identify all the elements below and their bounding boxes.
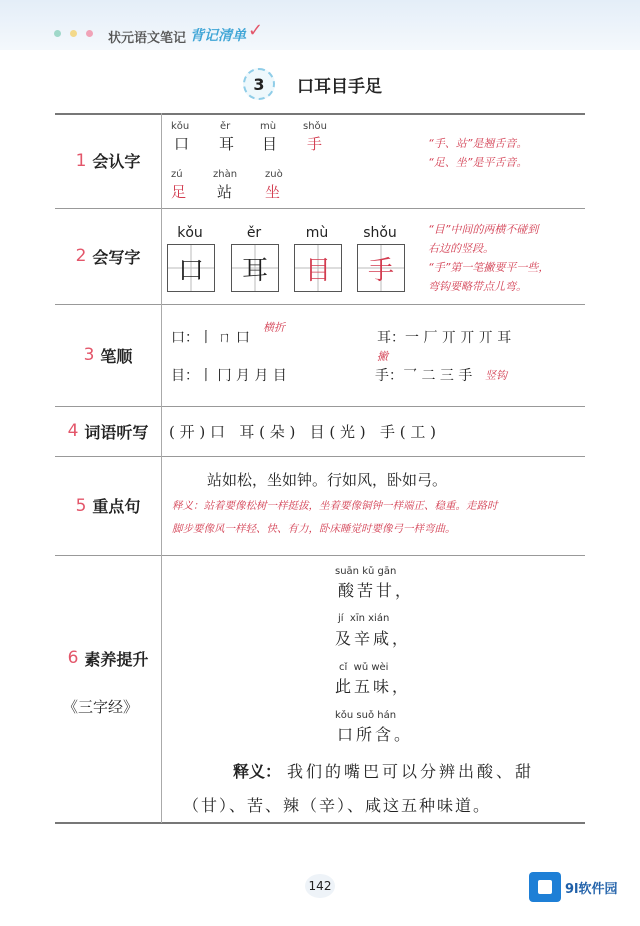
row-number: 3 [83,345,95,365]
explanation-text: （甘）、苦、辣（辛）、咸这五种味道。 [183,796,492,815]
pinyin: kǒu [171,121,190,132]
watermark-logo-icon [529,872,561,902]
row-number: 1 [75,150,87,171]
writing-box: 目 [294,244,342,292]
pinyin: mù [305,225,329,241]
column-divider [161,113,162,823]
row-label-recognize [55,113,161,208]
study-table [55,113,585,823]
pinyin: kǒu [177,225,203,241]
hanzi: 手 [307,135,323,153]
pinyin: shǒu [303,121,328,132]
header-dot [86,30,93,37]
row-number: 5 [75,495,87,516]
hanzi: 目 [262,135,278,153]
hanzi: 口 [174,135,190,153]
annotation: 右边的竖段。 [428,242,494,255]
row-divider [55,555,585,556]
check-icon: ✓ [248,20,264,41]
stroke-order-mu: 目：丨 冂 月 月 目 [171,368,287,384]
row-label-text: 词语听写 [84,422,149,442]
row-label-text: 会写字 [92,247,141,267]
row-label-text: 素养提升 [84,649,149,669]
pinyin: zú [171,169,183,180]
lesson-number: 3 [243,68,275,100]
pinyin: ěr [246,225,262,241]
row-label-key-sentence [55,456,161,555]
stroke-order-er: 耳：一 厂 丌 丌 丌 耳 [377,330,512,346]
page-header [0,0,640,50]
row-label-text: 笔顺 [100,346,133,366]
source-title: 《三字经》 [63,698,139,716]
hanzi: 耳 [219,135,235,153]
annotation: “手”第一笔撇要平一些， [428,261,550,274]
header-dots [54,30,93,37]
writing-box: 口 [167,244,215,292]
sentence-explanation: 释义：站着要像松树一样挺拔，坐着要像铜钟一样端正、稳重。走路时 [172,500,498,512]
pinyin: mù [260,121,277,132]
header-dot [70,30,77,37]
hanzi: 坐 [265,183,281,201]
header-subtitle: 背记清单 [190,28,246,44]
header-dot [54,30,61,37]
row-label-text: 重点句 [92,497,141,516]
row-label-write [55,208,161,304]
lesson-title: 口耳目手足 [297,76,382,97]
sentence-explanation: 脚步要像风一样轻、快、有力，卧床睡觉时要像弓一样弯曲。 [172,523,456,535]
pinyin: suān kǔ gān [335,566,397,577]
writing-box: 手 [357,244,405,292]
annotation: “足、坐”是平舌音。 [428,156,528,169]
writing-box: 耳 [231,244,279,292]
annotation: 弯钩要略带点儿弯。 [428,280,527,293]
header-title: 状元语文笔记 [108,31,187,46]
row-number: 2 [75,246,87,266]
explanation-label: 释义： [233,762,282,781]
poem-line: 此五味， [335,677,412,696]
pinyin: kǒu suǒ hán [335,710,397,721]
dictation-words: ( 开 ) 口 耳 ( 朵 ) 目 ( 光 ) 手 ( 工 ) [169,423,436,441]
stroke-order-kou: 口：丨 ㄇ 口 [171,330,250,346]
row-number: 4 [67,421,79,441]
hanzi: 站 [217,183,233,201]
row-number: 6 [67,648,79,668]
page-number: 142 [305,874,335,898]
poem-line: 口所含。 [337,725,414,744]
poem-line: 酸苦甘， [338,581,415,600]
pinyin: zuò [265,169,283,180]
lesson-heading [243,68,382,100]
pinyin: shǒu [363,225,397,241]
pinyin: zhàn [213,169,238,180]
pinyin: jí xīn xián [338,613,390,624]
watermark [529,872,618,902]
pinyin: ěr [220,121,231,132]
annotation: 撇 [377,350,388,363]
explanation-text: 我们的嘴巴可以分辨出酸、甜 [287,762,535,781]
row-label-stroke-order [55,304,161,406]
poem-line: 及辛咸， [335,629,412,648]
hanzi: 足 [171,183,187,201]
annotation: 横折 [263,321,285,334]
row-label-dictation [55,406,161,456]
annotation: 竖钩 [485,369,507,382]
stroke-order-shou: 手：乛 二 三 手 [375,368,473,384]
key-sentence: 站如松，坐如钟。行如风，卧如弓。 [207,471,448,489]
row-label-text: 会认字 [92,152,141,171]
watermark-text: 9l软件园 [565,881,618,897]
table-border-bottom [55,822,585,824]
pinyin: cǐ wǔ wèi [339,662,389,673]
annotation: “目”中间的两横不碰到 [428,223,539,236]
annotation: “手、站”是翘舌音。 [428,137,528,150]
row-label-literacy [55,643,161,673]
